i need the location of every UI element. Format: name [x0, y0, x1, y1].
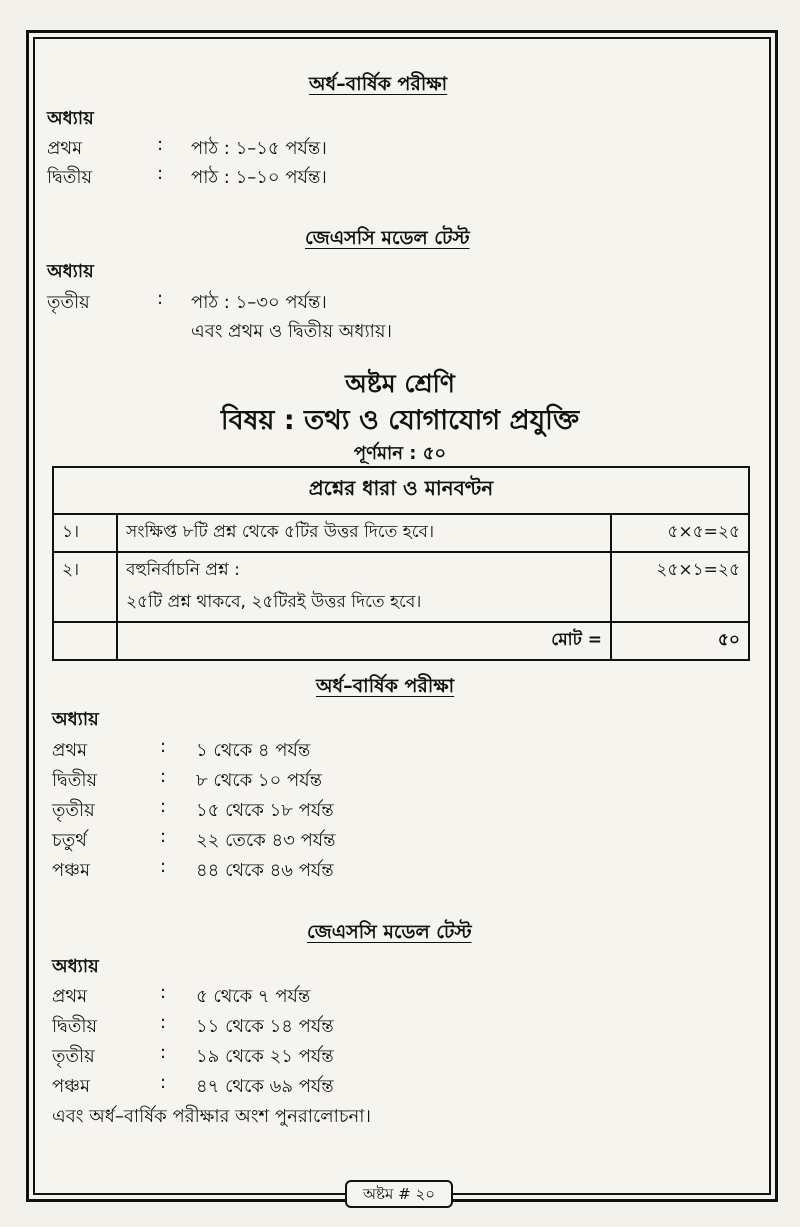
total-value: ৫০ — [611, 622, 749, 660]
row-marks: ৫×৫=২৫ — [611, 514, 749, 552]
section3-row3-chapter: তৃতীয় — [52, 800, 95, 821]
section3-row3-text: ১৫ থেকে ১৮ পর্যন্ত — [196, 800, 334, 821]
section4-row3-chapter: তৃতীয় — [52, 1046, 95, 1067]
section4-row2-chapter: দ্বিতীয় — [52, 1016, 98, 1037]
section3-row3-colon: : — [160, 796, 167, 817]
section4-row4-text: ৪৭ থেকে ৬৯ পর্যন্ত — [196, 1076, 334, 1097]
section4-row3-text: ১৯ থেকে ২১ পর্যন্ত — [196, 1046, 334, 1067]
table-total-row — [53, 622, 749, 660]
table-row — [53, 514, 749, 552]
section2-row1-text: পাঠ : ১–৩০ পর্যন্ত। — [191, 292, 327, 313]
row-number: ১। — [53, 514, 117, 552]
section3-row2-colon: : — [160, 766, 167, 787]
section1-row2-text: পাঠ : ১–১০ পর্যন্ত। — [191, 167, 327, 188]
table-header-row — [53, 467, 749, 514]
section4-row1-text: ৫ থেকে ৭ পর্যন্ত — [196, 986, 311, 1007]
section3-row1-chapter: প্রথম — [52, 740, 88, 761]
class-title: অষ্টম শ্রেণি — [345, 369, 455, 398]
section2-title: জেএসসি মডেল টেস্ট — [305, 227, 470, 249]
section3-row5-colon: : — [160, 856, 167, 877]
section3-row5-chapter: পঞ্চম — [52, 860, 90, 881]
section4-title: জেএসসি মডেল টেস্ট — [307, 921, 472, 943]
section3-title: অর্ধ–বার্ষিক পরীক্ষা — [316, 675, 455, 697]
section1-row1-text: পাঠ : ১–১৫ পর্যন্ত। — [191, 138, 327, 159]
row-description-line1: বহুনির্বাচনি প্রশ্ন : — [126, 560, 240, 580]
section1-row1-colon: : — [157, 134, 164, 155]
section2-extra-text: এবং প্রথম ও দ্বিতীয় অধ্যায়। — [191, 321, 392, 342]
section4-row2-colon: : — [160, 1012, 167, 1033]
row-description — [117, 514, 611, 552]
total-empty-cell — [53, 622, 117, 660]
section3-row2-text: ৮ থেকে ১০ পর্যন্ত — [196, 770, 323, 791]
section1-row2-chapter: দ্বিতীয় — [47, 167, 93, 188]
section2-row1-colon: : — [157, 288, 164, 309]
section4-row3-colon: : — [160, 1042, 167, 1063]
full-marks: পূর্ণমান : ৫০ — [353, 443, 447, 464]
section3-chapter-label: অধ্যায় — [52, 709, 99, 730]
table-header: প্রশ্নের ধারা ও মানবণ্টন — [53, 467, 749, 514]
section4-row1-colon: : — [160, 982, 167, 1003]
page-number-footer: অষ্টম # ২০ — [345, 1180, 453, 1208]
section2-chapter-label: অধ্যায় — [47, 261, 94, 282]
section1-row2-colon: : — [157, 163, 164, 184]
row-number: ২। — [53, 552, 117, 622]
section4-row4-colon: : — [160, 1072, 167, 1093]
section4-row2-text: ১১ থেকে ১৪ পর্যন্ত — [196, 1016, 334, 1037]
section3-row2-chapter: দ্বিতীয় — [52, 770, 98, 791]
section1-row1-chapter: প্রথম — [47, 138, 83, 159]
section4-row4-chapter: পঞ্চম — [52, 1076, 90, 1097]
section3-row4-text: ২২ তেকে ৪৩ পর্যন্ত — [196, 830, 336, 851]
section4-extra-text: এবং অর্ধ–বার্ষিক পরীক্ষার অংশ পুনরালোচনা। — [52, 1106, 371, 1127]
section3-row4-colon: : — [160, 826, 167, 847]
section1-title: অর্ধ–বার্ষিক পরীক্ষা — [309, 73, 448, 95]
row-description-line1: সংক্ষিপ্ত ৮টি প্রশ্ন থেকে ৫টির উত্তর দিতে হবে। — [126, 522, 435, 542]
row-description-line2: ২৫টি প্রশ্ন থাকবে, ২৫টিরই উত্তর দিতে হবে। — [126, 592, 422, 612]
section3-row4-chapter: চতুর্থ — [52, 830, 87, 851]
section3-row1-colon: : — [160, 736, 167, 757]
row-marks: ২৫×১=২৫ — [611, 552, 749, 622]
subject-title: বিষয় : তথ্য ও যোগাযোগ প্রযুক্তি — [220, 405, 580, 436]
section4-chapter-label: অধ্যায় — [52, 956, 99, 977]
section3-row5-text: ৪৪ থেকে ৪৬ পর্যন্ত — [196, 860, 334, 881]
row-description — [117, 552, 611, 622]
marks-distribution-table — [52, 466, 750, 661]
section1-chapter-label: অধ্যায় — [47, 108, 94, 129]
section4-row1-chapter: প্রথম — [52, 986, 88, 1007]
section3-row1-text: ১ থেকে ৪ পর্যন্ত — [196, 740, 311, 761]
table-row — [53, 552, 749, 622]
section2-row1-chapter: তৃতীয় — [47, 292, 90, 313]
total-label: মোট = — [117, 622, 611, 660]
